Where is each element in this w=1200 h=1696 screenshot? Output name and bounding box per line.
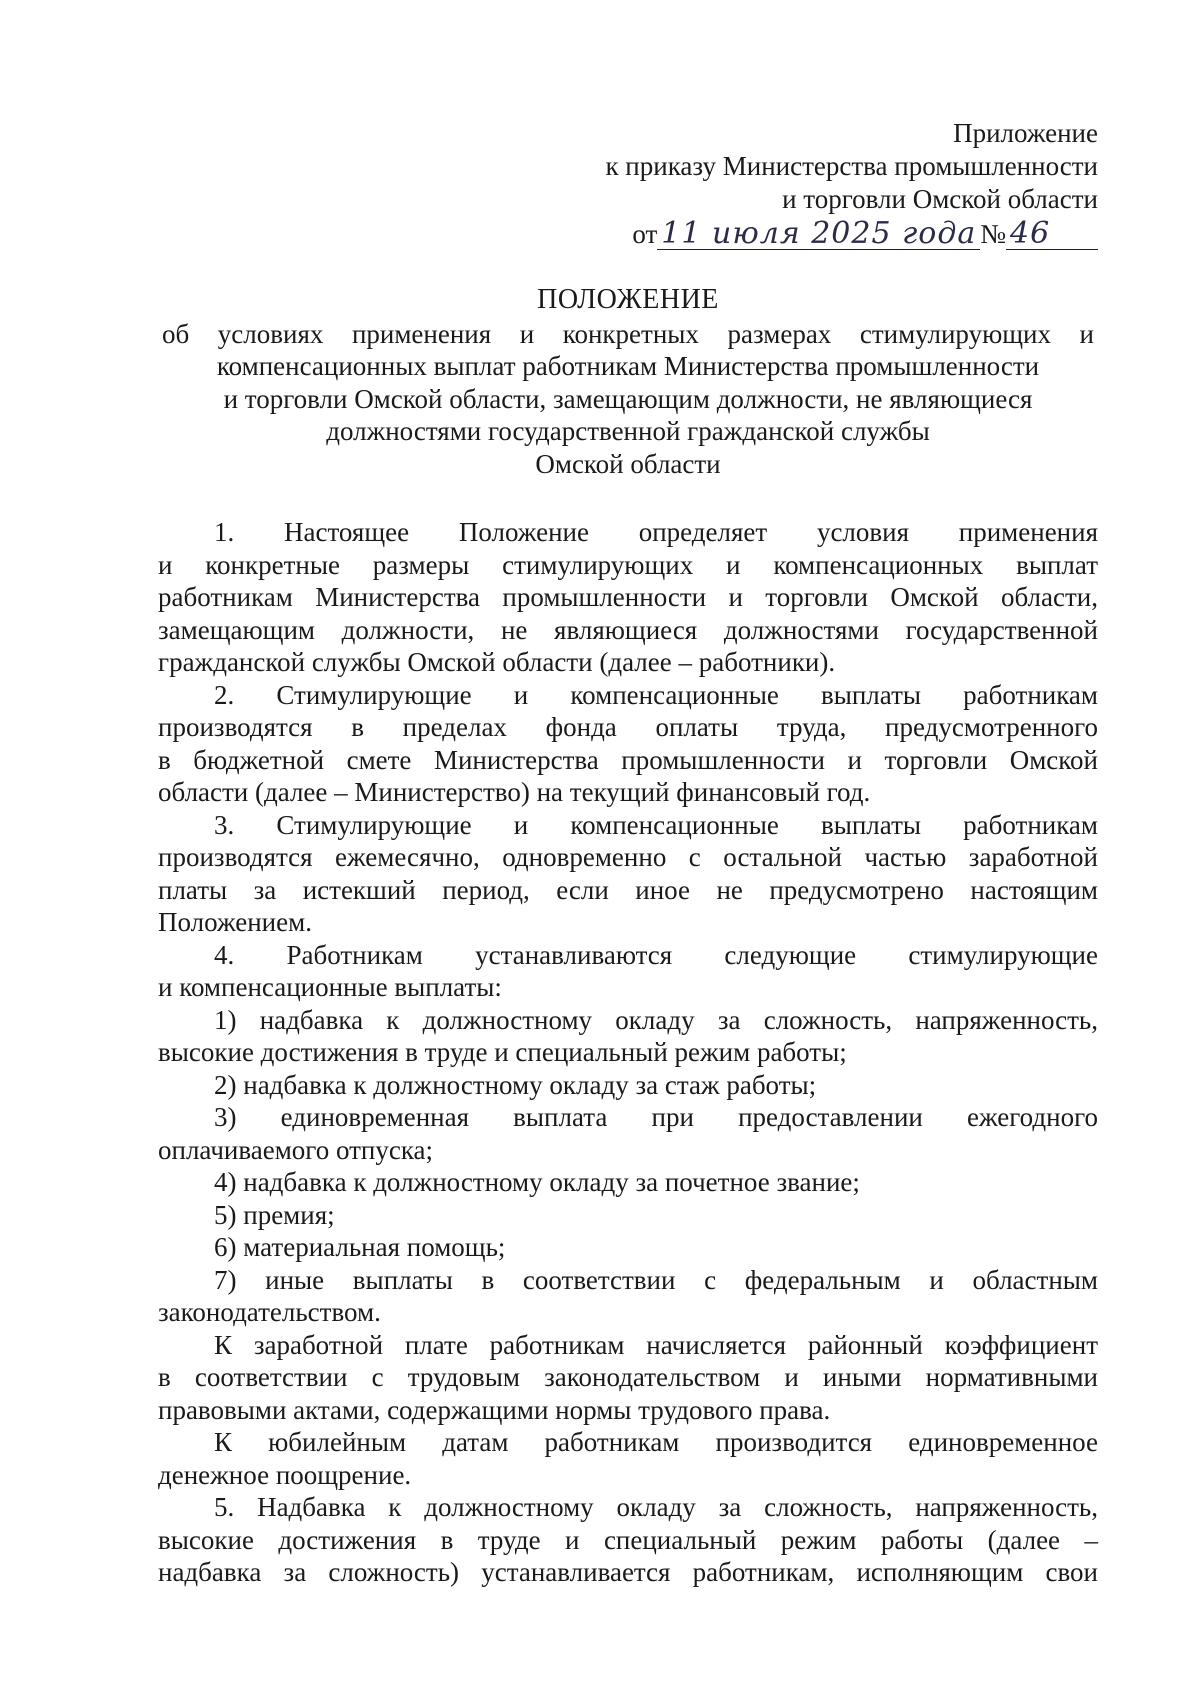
body-line: 5. Надбавка к должностному окладу за сложность, напряженность, (214, 1492, 1098, 1522)
body-line: работникам Министерства промышленности и торговли Омской области, (158, 582, 1098, 612)
document-body (158, 516, 1098, 1589)
body-line: гражданской службы Омской области (далее – работники). (158, 647, 836, 677)
body-line: 4) надбавка к должностному окладу за почетное звание; (214, 1167, 860, 1197)
body-line: надбавка за сложность) устанавливается работникам, исполняющим свои (158, 1557, 1098, 1587)
appendix-date-number-line (478, 218, 1098, 251)
body-line: производятся ежемесячно, одновременно с остальной частью заработной (158, 842, 1098, 872)
body-line: и компенсационные выплаты: (158, 972, 502, 1002)
body-line: денежное поощрение. (158, 1459, 412, 1490)
body-line: и конкретные размеры стимулирующих и компенсационных выплат (158, 549, 1098, 580)
title-line-4: должностями государственной гражданской службы (326, 416, 930, 446)
body-line: в бюджетной смете Министерства промышленности и торговли Омской (158, 744, 1098, 775)
body-line: Положением. (158, 907, 312, 937)
appendix-ministry: и торговли Омской области (782, 184, 1098, 214)
body-line: 2. Стимулирующие и компенсационные выплаты работникам (214, 679, 1098, 710)
body-line: законодательством. (158, 1297, 381, 1327)
body-line: К заработной плате работникам начисляется районный коэффициент (214, 1329, 1098, 1360)
body-line: оплачиваемого отпуска; (158, 1134, 434, 1165)
body-line: 5) премия; (214, 1199, 335, 1230)
title-line-1: об условиях применения и конкретных размерах стимулирующих и (162, 318, 1094, 349)
body-line: в соответствии с трудовым законодательством и иными нормативными (158, 1362, 1098, 1392)
title-line-3: и торговли Омской области, замещающим должности, не являющиеся (223, 383, 1033, 414)
document-title-block (158, 284, 1098, 480)
number-prefix: № (980, 219, 1006, 249)
body-line: правовыми актами, содержащими нормы трудового права. (158, 1394, 831, 1425)
document-title: ПОЛОЖЕНИЕ (537, 284, 719, 315)
appendix-order-ref: к приказу Министерства промышленности (605, 151, 1098, 181)
body-line: платы за истекший период, если иное не предусмотрено настоящим (158, 874, 1098, 905)
body-line: 7) иные выплаты в соответствии с федеральным и областным (214, 1264, 1098, 1295)
body-line: 1. Настоящее Положение определяет условия применения (214, 517, 1098, 547)
body-line: 6) материальная помощь; (214, 1232, 506, 1262)
body-line: К юбилейным датам работникам производится единовременное (214, 1427, 1098, 1457)
appendix-header (478, 117, 1098, 251)
title-line-5: Омской области (535, 448, 721, 479)
handwritten-date: 11 июля 2025 года (657, 219, 980, 250)
body-line: 2) надбавка к должностному окладу за стаж работы; (214, 1069, 817, 1100)
title-line-2: компенсационных выплат работникам Министерства промышленности (216, 351, 1040, 381)
body-line: замещающим должности, не являющиеся должностями государственной (158, 614, 1098, 645)
body-line: производятся в пределах фонда оплаты труда, предусмотренного (158, 712, 1098, 742)
appendix-title: Приложение (953, 118, 1098, 148)
body-line: области (далее – Министерство) на текущий финансовый год. (158, 777, 871, 807)
date-prefix: от (632, 219, 658, 249)
body-line: 4. Работникам устанавливаются следующие стимулирующие (214, 939, 1098, 970)
handwritten-number: 46 (1006, 219, 1098, 250)
body-line: высокие достижения в труде и специальный режим работы (далее – (158, 1524, 1098, 1555)
body-line: 3) единовременная выплата при предоставлении ежегодного (214, 1102, 1098, 1132)
body-line: высокие достижения в труде и специальный режим работы; (158, 1037, 847, 1067)
body-line: 1) надбавка к должностному окладу за сложность, напряженность, (214, 1004, 1098, 1035)
body-line: 3. Стимулирующие и компенсационные выплаты работникам (214, 809, 1098, 840)
